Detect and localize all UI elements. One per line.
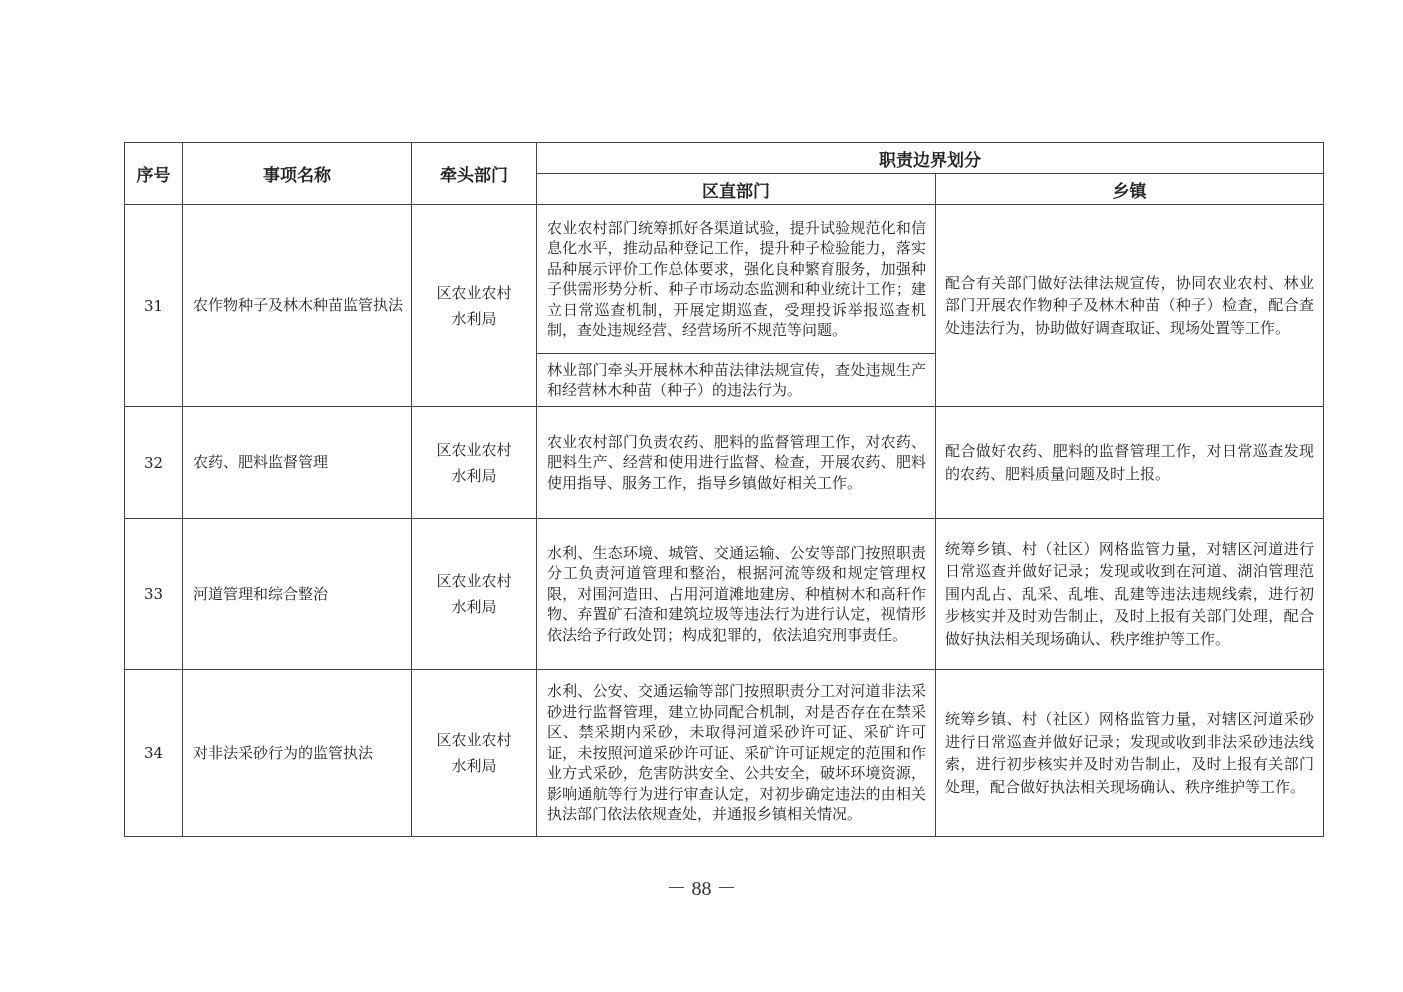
- row-township-duty: 配合有关部门做好法律法规宣传，协同农业农村、林业部门开展农作物种子及林木种苗（种子）检查，配合查处违法行为，协助做好调查取证、现场处置等工作。: [936, 205, 1324, 407]
- row-item-name: 对非法采砂行为的监管执法: [183, 670, 412, 837]
- lead-dept-line1: 区农业农村: [436, 440, 512, 459]
- header-township: 乡镇: [936, 174, 1324, 205]
- lead-dept-line2: 水利局: [451, 757, 497, 775]
- header-district-dept: 区直部门: [537, 174, 936, 205]
- lead-dept-line2: 水利局: [451, 309, 497, 328]
- header-item-name: 事项名称: [183, 143, 412, 205]
- header-lead-dept: 牵头部门: [412, 143, 537, 205]
- row-seq: 34: [125, 670, 183, 837]
- table-row: [125, 205, 1324, 354]
- header-seq: 序号: [125, 143, 183, 205]
- row-item-name: 农作物种子及林木种苗监管执法: [183, 205, 412, 407]
- row-district-duty: 农业农村部门统筹抓好各渠道试验，提升试验规范化和信息化水平，推动品种登记工作，提升种子检验能力，落实品种展示评价工作总体要求，强化良种繁育服务，加强种子供需形势分析、种子市场动态监测和种业统计工作；建立日常巡查机制，开展定期巡查，受理投诉举报巡查机制，查处违规经营、经营场所不规范等问题。: [537, 205, 936, 354]
- page-number: － 88 －: [666, 878, 737, 900]
- lead-dept-line1: 区农业农村: [436, 731, 512, 749]
- row-item-name: 农药、肥料监督管理: [183, 407, 412, 519]
- row-district-duty-forestry: 林业部门牵头开展林木种苗法律法规宣传，查处违规生产和经营林木种苗（种子）的违法行为。: [537, 354, 936, 407]
- row-township-duty: 统筹乡镇、村（社区）网格监管力量，对辖区河道进行日常巡查并做好记录；发现或收到在河道、湖泊管理范围内乱占、乱采、乱堆、乱建等违法违规线索，进行初步核实并及时劝告制止，及时上报有关部门处理，配合做好执法相关现场确认、秩序维护等工作。: [936, 519, 1324, 670]
- lead-dept-line1: 区农业农村: [436, 572, 512, 590]
- row-township-duty: 统筹乡镇、村（社区）网格监管力量，对辖区河道采砂进行日常巡查并做好记录；发现或收到非法采砂违法线索，进行初步核实并及时劝告制止，及时上报有关部门处理，配合做好执法相关现场确认、秩序维护等工作。: [936, 670, 1324, 837]
- row-lead-dept: [412, 519, 537, 670]
- row-seq: 33: [125, 519, 183, 670]
- header-responsibility: 职责边界划分: [537, 143, 1324, 174]
- table-row: [125, 670, 1324, 837]
- row-district-duty: 水利、公安、交通运输等部门按照职责分工对河道非法采砂进行监督管理，建立协同配合机制，对是否存在在禁采区、禁采期内采砂，未取得河道采砂许可证、采矿许可证，未按照河道采砂许可证、采矿许可证规定的范围和作业方式采砂，危害防洪安全、公共安全，破坏环境资源，影响通航等行为进行审查认定，对初步确定违法的由相关执法部门依法依规查处，并通报乡镇相关情况。: [537, 670, 936, 837]
- table-row: [125, 519, 1324, 670]
- row-seq: 32: [125, 407, 183, 519]
- row-item-name: 河道管理和综合整治: [183, 519, 412, 670]
- row-lead-dept: [412, 407, 537, 519]
- row-seq: 31: [125, 205, 183, 407]
- row-lead-dept: [412, 205, 537, 407]
- lead-dept-line2: 水利局: [451, 598, 497, 616]
- lead-dept-line1: 区农业农村: [436, 283, 512, 302]
- table-row: [125, 407, 1324, 519]
- responsibility-table: [124, 142, 1324, 837]
- row-township-duty: 配合做好农药、肥料的监督管理工作，对日常巡查发现的农药、肥料质量问题及时上报。: [936, 407, 1324, 519]
- row-district-duty: 水利、生态环境、城管、交通运输、公安等部门按照职责分工负责河道管理和整治，根据河流等级和规定管理权限，对围河造田、占用河道滩地建房、种植树木和高秆作物、弃置矿石渣和建筑垃圾等违法行为进行认定，视情形依法给予行政处罚；构成犯罪的，依法追究刑事责任。: [537, 519, 936, 670]
- lead-dept-line2: 水利局: [451, 466, 497, 485]
- row-lead-dept: [412, 670, 537, 837]
- row-district-duty: 农业农村部门负责农药、肥料的监督管理工作，对农药、肥料生产、经营和使用进行监督、检查，开展农药、肥料使用指导、服务工作，指导乡镇做好相关工作。: [537, 407, 936, 519]
